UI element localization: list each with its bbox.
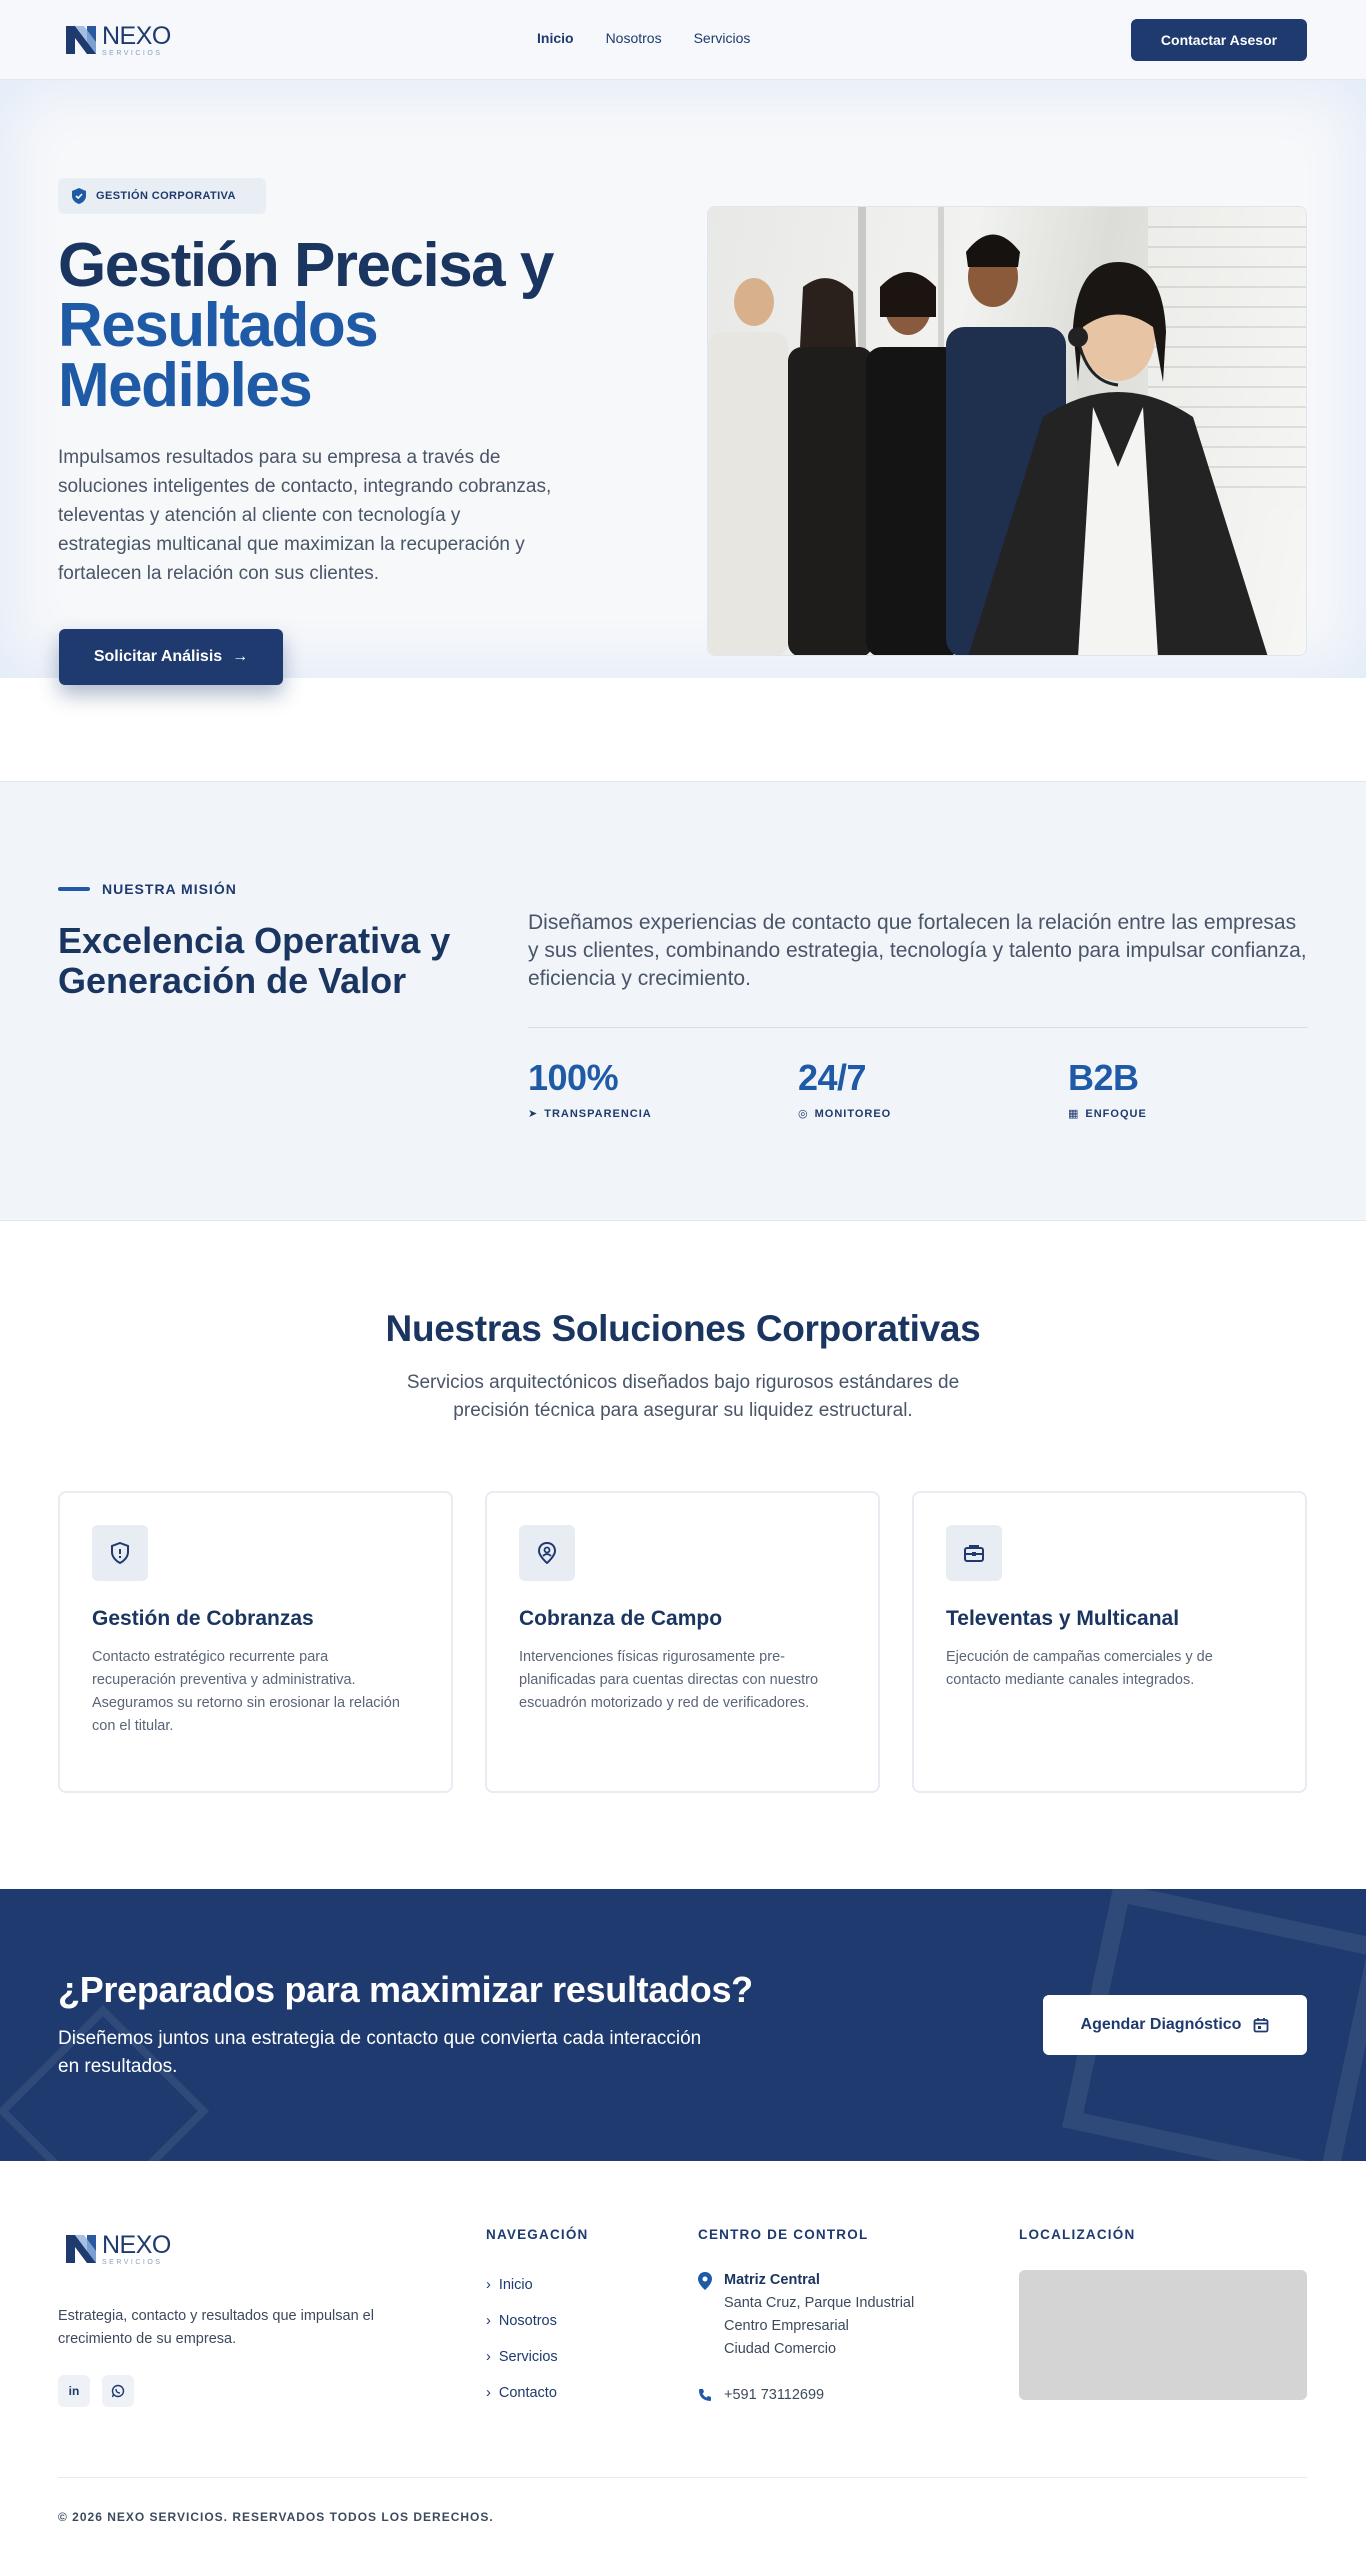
brand-name: NEXO: [102, 21, 171, 50]
solution-card-campo[interactable]: [485, 1491, 880, 1793]
footer-location-heading: LOCALIZACIÓN: [1019, 2227, 1136, 2242]
stat-label: [798, 1107, 891, 1120]
footer-link-label: Nosotros: [498, 2313, 557, 2329]
stat-label-text: ENFOQUE: [1085, 1107, 1147, 1120]
linkedin-link[interactable]: in: [58, 2375, 90, 2407]
stat-label-text: TRANSPARENCIA: [544, 1107, 652, 1120]
stat-label: [528, 1107, 652, 1120]
mission-label: [58, 881, 237, 897]
solutions-subtitle: Servicios arquitectónicos diseñados bajo rigurosos estándares de precisión técnica para asegurar su liquidez estructural.: [406, 1372, 960, 1421]
hero-tag: [58, 178, 266, 214]
footer-divider: [58, 2477, 1307, 2478]
brand-name: NEXO: [102, 2230, 171, 2259]
mission-section: [0, 781, 1366, 1221]
mission-divider: [528, 1027, 1308, 1028]
map-pin-icon: [698, 2272, 712, 2290]
stat-label-text: MONITOREO: [814, 1107, 892, 1120]
shield-icon: [110, 1542, 130, 1564]
solution-card-cobranzas[interactable]: [58, 1491, 453, 1793]
stat-label: [1068, 1107, 1147, 1120]
chevron-right-icon: ›: [486, 2349, 491, 2365]
footer-link-label: Contacto: [498, 2385, 557, 2401]
calendar-icon: [1253, 2017, 1269, 2033]
nexo-logo-icon: [64, 2231, 100, 2267]
card-text: Intervenciones físicas rigurosamente pre-planificadas para cuentas directas con nuestro escuadrón motorizado y red de verificadores.: [519, 1649, 819, 1711]
hero-section: [0, 80, 1366, 678]
globe-icon: ◎: [798, 1108, 809, 1120]
card-title: Televentas y Multicanal: [946, 1607, 1180, 1630]
footer-brand-logo[interactable]: [64, 2231, 171, 2267]
chevron-right-icon: ›: [486, 2385, 491, 2401]
footer-control-heading: CENTRO DE CONTROL: [698, 2227, 869, 2242]
card-title: Gestión de Cobranzas: [92, 1607, 314, 1630]
footer-link-nosotros[interactable]: [486, 2303, 558, 2339]
cta-title: ¿Preparados para maximizar resultados?: [58, 1969, 753, 2010]
brand-logo[interactable]: [64, 22, 171, 58]
footer-nav-heading: NAVEGACIÓN: [486, 2227, 589, 2242]
mission-text: Diseñamos experiencias de contacto que fortalecen la relación entre las empresas y sus clientes, combinando estrategia, tecnología y talento para impulsar confianza, eficiencia y crecimiento.: [528, 911, 1307, 990]
cta-banner: [0, 1889, 1366, 2161]
nav-link-servicios[interactable]: Servicios: [693, 30, 751, 46]
briefcase-icon: [963, 1543, 985, 1563]
footer-address: [698, 2269, 914, 2361]
card-icon-box: [92, 1525, 148, 1581]
hero-title-line3: Medibles: [58, 351, 312, 420]
mission-label-text: NUESTRA MISIÓN: [102, 881, 237, 897]
phone-number: +591 73112699: [724, 2387, 825, 2403]
copyright-text: © 2026 NEXO SERVICIOS. RESERVADOS TODOS LOS DERECHOS.: [58, 2510, 494, 2524]
request-analysis-button[interactable]: [59, 629, 283, 685]
footer-link-contacto[interactable]: [486, 2375, 558, 2411]
card-text: Contacto estratégico recurrente para recuperación preventiva y administrativa. Aseguramos su retorno sin erosionar la relación con el titular.: [92, 1649, 400, 1734]
hero-title-line2: Resultados: [58, 291, 378, 360]
schedule-diagnosis-button[interactable]: [1043, 1995, 1307, 2055]
address-line: Santa Cruz, Parque Industrial: [724, 2295, 915, 2311]
request-analysis-label: Solicitar Análisis: [93, 648, 223, 665]
footer-link-servicios[interactable]: [486, 2339, 558, 2375]
solution-card-televentas[interactable]: [912, 1491, 1307, 1793]
arrow-right-icon: →: [232, 648, 249, 665]
main-nav: [537, 30, 750, 46]
footer-nav-list: [486, 2267, 558, 2411]
card-title: Cobranza de Campo: [519, 1607, 723, 1630]
card-text: Ejecución de campañas comerciales y de contacto mediante canales integrados.: [946, 1649, 1213, 1688]
hero-team-photo: [707, 206, 1307, 656]
address-line: Ciudad Comercio: [724, 2341, 837, 2357]
cta-text: Diseñemos juntos una estrategia de contacto que convierta cada interacción en resultados.: [58, 2028, 702, 2077]
hero-tag-label: GESTIÓN CORPORATIVA: [96, 190, 236, 202]
nexo-logo-icon: [64, 22, 100, 58]
footer-link-inicio[interactable]: [486, 2267, 558, 2303]
card-icon-box: [519, 1525, 575, 1581]
contact-advisor-button[interactable]: Contactar Asesor: [1131, 19, 1307, 61]
solutions-title: Nuestras Soluciones Corporativas: [385, 1308, 981, 1349]
schedule-diagnosis-label: Agendar Diagnóstico: [1080, 2016, 1242, 2033]
stat-value: B2B: [1068, 1057, 1139, 1098]
address-line: Centro Empresarial: [724, 2318, 849, 2334]
hero-description: Impulsamos resultados para su empresa a través de soluciones inteligentes de contacto, integrando cobranzas, televentas y atención al cliente con tecnología y estrategias multicanal que maximizan la recuperación y fortalecen la relación con sus clientes.: [58, 447, 552, 584]
whatsapp-link[interactable]: [102, 2375, 134, 2407]
stat-value: 24/7: [798, 1057, 867, 1098]
nav-link-nosotros[interactable]: Nosotros: [605, 30, 662, 46]
phone-icon: [698, 2388, 712, 2402]
footer-phone[interactable]: [698, 2387, 824, 2403]
chevron-right-icon: ›: [486, 2313, 491, 2329]
hero-title: [58, 231, 618, 420]
nav-link-inicio[interactable]: Inicio: [537, 30, 574, 46]
site-footer: [0, 2161, 1366, 2558]
location-map[interactable]: [1019, 2270, 1307, 2400]
location-person-icon: [537, 1542, 557, 1564]
whatsapp-icon: [111, 2384, 125, 2398]
handshake-icon: ➤: [528, 1108, 539, 1120]
stat-monitoring: [798, 1057, 891, 1120]
brand-subtitle: SERVICIOS: [102, 49, 163, 57]
mission-label-bar: [58, 887, 90, 891]
building-icon: ▦: [1068, 1108, 1080, 1120]
chevron-right-icon: ›: [486, 2277, 491, 2293]
footer-link-label: Inicio: [498, 2277, 533, 2293]
hero-title-line1: Gestión Precisa y: [58, 231, 553, 300]
card-icon-box: [946, 1525, 1002, 1581]
shield-check-icon: [72, 188, 86, 204]
address-title: Matriz Central: [724, 2272, 820, 2288]
footer-description: Estrategia, contacto y resultados que impulsan el crecimiento de su empresa.: [58, 2308, 374, 2347]
mission-title: Excelencia Operativa y Generación de Valor: [58, 920, 451, 1001]
footer-link-label: Servicios: [498, 2349, 558, 2365]
stat-transparency: [528, 1057, 652, 1120]
stat-value: 100%: [528, 1057, 619, 1098]
site-header: [0, 0, 1366, 80]
team-photo-illustration: [708, 207, 1307, 656]
brand-subtitle: SERVICIOS: [102, 2258, 163, 2266]
stat-focus: [1068, 1057, 1147, 1120]
